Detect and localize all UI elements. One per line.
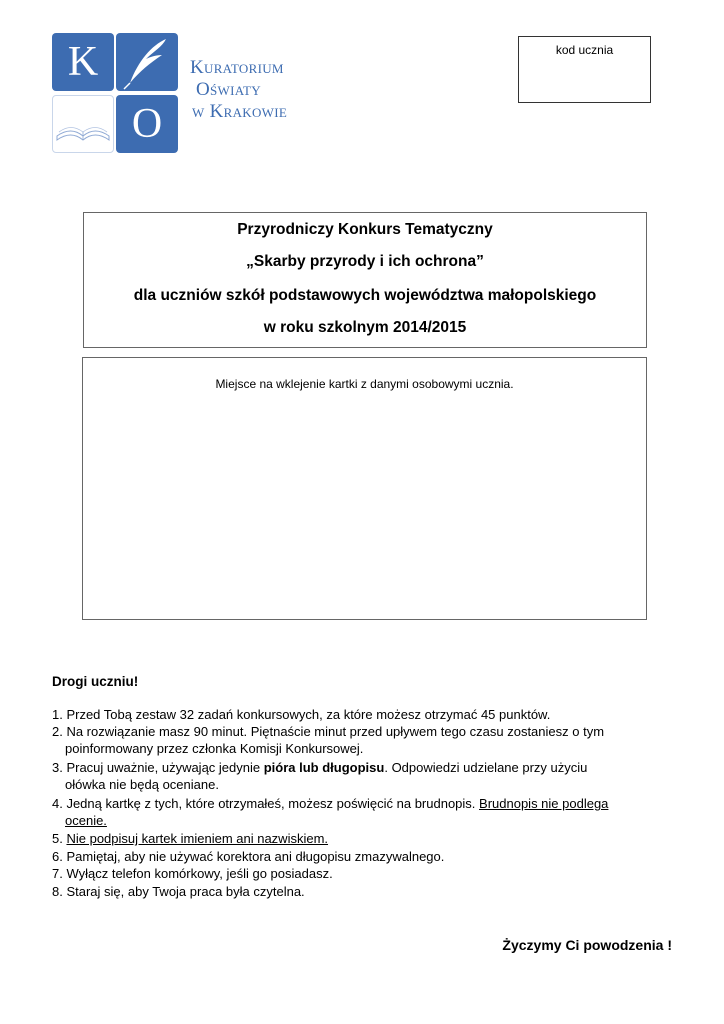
closing-wish: Życzymy Ci powodzenia !: [502, 937, 672, 953]
instruction-4a-pre: 4. Jedną kartkę z tych, które otrzymałeś, możesz poświęcić na brudnopis.: [52, 796, 480, 811]
instruction-2a: 2. Na rozwiązanie masz 90 minut. Piętnaście minut przed upływem tego czasu zostaniesz o tym: [52, 724, 605, 739]
instruction-4a-underlined: Brudnopis nie podlega: [479, 796, 609, 811]
instruction-5: [52, 830, 328, 847]
student-code-label: kod ucznia: [555, 43, 614, 57]
kuratorium-logo: [52, 33, 312, 155]
instruction-4b: ocenie.: [65, 813, 107, 828]
instruction-8: 8. Staraj się, aby Twoja praca była czytelna.: [52, 884, 305, 899]
instruction-1: 1. Przed Tobą zestaw 32 zadań konkursowych, za które możesz otrzymać 45 punktów.: [52, 707, 551, 722]
instruction-2b: poinformowany przez członka Komisji Konkursowej.: [65, 741, 364, 756]
instruction-4a: [52, 795, 608, 812]
instruction-3a-bold: pióra lub długopisu: [263, 760, 385, 775]
instruction-3a-post: . Odpowiedzi udzielane przy użyciu: [384, 760, 588, 775]
open-book-icon: [52, 95, 114, 153]
instruction-6: 6. Pamiętaj, aby nie używać korektora ani długopisu zmazywalnego.: [52, 849, 445, 864]
title-box: [83, 212, 647, 348]
instruction-3a: [52, 759, 587, 776]
logo-tile-k: [52, 33, 114, 91]
instruction-3a-pre: 3. Pracuj uważnie, używając jedynie: [52, 760, 264, 775]
instruction-3b: ołówka nie będą oceniane.: [65, 777, 219, 792]
instruction-5-underlined: Nie podpisuj kartek imieniem ani nazwiskiem.: [66, 831, 329, 846]
instruction-7: 7. Wyłącz telefon komórkowy, jeśli go posiadasz.: [52, 866, 333, 881]
logo-letter-k: K: [67, 39, 99, 85]
title-line-1: Przyrodniczy Konkurs Tematyczny: [237, 221, 493, 238]
logo-line-1: Kuratorium: [190, 57, 284, 78]
title-line-4: w roku szkolnym 2014/2015: [263, 319, 467, 336]
logo-letter-o: O: [131, 101, 163, 147]
title-line-2: „Skarby przyrody i ich ochrona”: [246, 253, 484, 270]
logo-line-2: Oświaty: [196, 79, 261, 100]
title-line-3: dla uczniów szkół podstawowych województwa małopolskiego: [133, 287, 597, 304]
student-code-box[interactable]: [518, 36, 651, 103]
sticker-label: Miejsce na wklejenie kartki z danymi osobowymi ucznia.: [215, 377, 514, 391]
greeting: Drogi uczniu!: [52, 674, 139, 689]
logo-tile-o: [116, 95, 178, 153]
logo-line-3: w Krakowie: [192, 101, 288, 122]
feather-icon: [116, 33, 178, 91]
personal-data-sticker-box: [82, 357, 647, 620]
logo-wordmark: [190, 57, 287, 123]
instruction-5-pre: 5.: [52, 831, 67, 846]
